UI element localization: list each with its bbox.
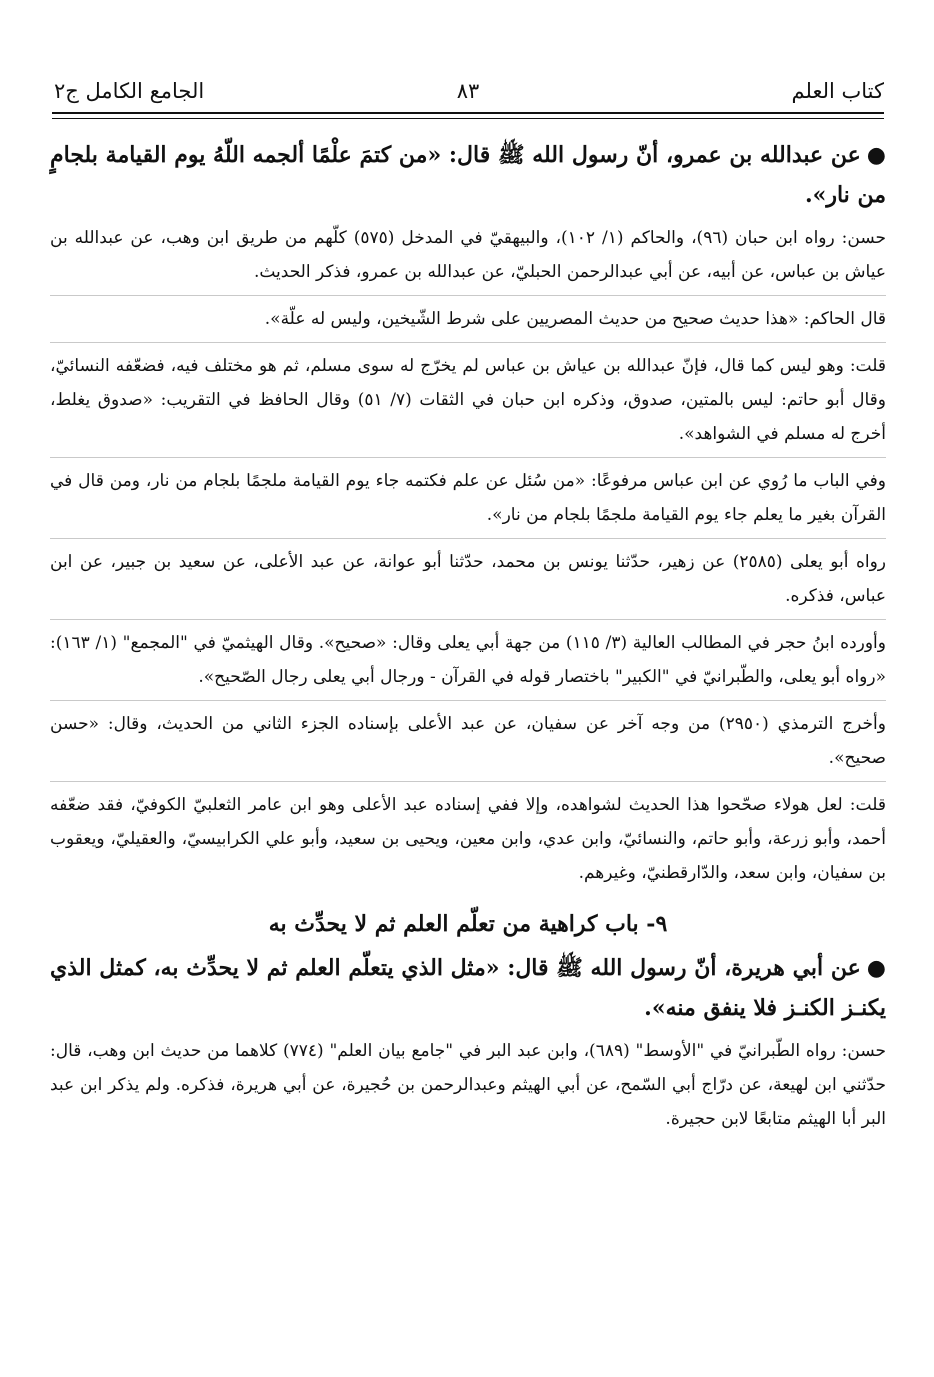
header-rule-thick (52, 112, 884, 114)
note-paragraph: وفي الباب ما رُوي عن ابن عباس مرفوعًا: «من سُئل عن علم فكتمه جاء يوم القيامة ملجمًا بلجام من نار، ومن قال في القرآن بغير ما يعلم جاء يوم القيامة ملجمًا بلجام من نار». (50, 464, 886, 539)
header-rule-thin (52, 118, 884, 119)
page-number: ٨٣ (456, 79, 480, 103)
hadith-1-text: عن عبدالله بن عمرو، أنّ رسول الله ﷺ قال: «من كتمَ علْمًا ألجمه اللّهُ يوم القيامة بلجامٍ من نار». (50, 142, 886, 208)
note-paragraph: رواه أبو يعلى (٢٥٨٥) عن زهير، حدّثنا يونس بن محمد، حدّثنا أبو عوانة، عن عبد الأعلى، عن سعيد بن جبير، عن ابن عباس، فذكره. (50, 545, 886, 620)
hadith-2-text: عن أبي هريرة، أنّ رسول الله ﷺ قال: «مثل الذي يتعلّم العلم ثم لا يحدِّث به، كمثل الذي يكنـز الكنـز فلا ينفق منه». (50, 955, 886, 1021)
note-paragraph: قلت: لعل هولاء صحّحوا هذا الحديث لشواهده، وإلا ففي إسناده عبد الأعلى وهو ابن عامر الثعلبيّ الكوفيّ، فقد ضعّفه أحمد، وأبو زرعة، وأبو حاتم، والنسائيّ، وابن عدي، وابن معين، ويحيى بن سعيد، وأبو علي الكرابيسيّ، والعقيليّ، ويعقوب بن سفيان، وابن سعد، والدّارقطنيّ، وغيرهم. (50, 795, 886, 883)
note-paragraph: قال الحاكم: «هذا حديث صحيح من حديث المصريين على شرط الشّيخين، وليس له علّة». (50, 302, 886, 343)
chapter-heading: ٩- باب كراهية من تعلّم العلم ثم لا يحدِّث به (268, 911, 668, 937)
note-paragraph: حسن: رواه الطّبرانيّ في "الأوسط" (٦٨٩)، وابن عبد البر في "جامع بيان العلم" (٧٧٤) كلاهما من حديث ابن وهب، قال: حدّثني ابن لهيعة، عن درّاج أبي السّمح، عن أبي الهيثم وعبدالرحمن بن حُجيرة، عن أبي هريرة، فذكره. ولم يذكر ابن عبد البر أبا الهيثم متابعًا لابن حجيرة. (50, 1041, 887, 1129)
note-paragraph: وأخرج الترمذي (٢٩٥٠) من وجه آخر عن سفيان، عن عبد الأعلى بإسناده الجزء الثاني من الحديث، وقال: «حسن صحيح». (50, 707, 886, 782)
note-paragraph: قلت: وهو ليس كما قال، فإنّ عبدالله بن عياش بن عباس لم يخرّج له سوى مسلم، ثم هو مختلف فيه، فضعّفه النسائيّ، وقال أبو حاتم: ليس بالمتين، صدوق، وذكره ابن حبان في الثقات (٧/ ٥١) وقال الحافظ في التقريب: «صدوق يغلط، أخرج له مسلم في الشواهد». (50, 349, 886, 458)
hadith-text (50, 135, 886, 215)
bullet-icon: ● (866, 142, 887, 168)
header-volume-title: الجامع الكامل ج٢ (54, 79, 205, 103)
note-paragraph: وأورده ابنُ حجر في المطالب العالية (٣/ ١١٥) من جهة أبي يعلى وقال: «صحيح». وقال الهيثميّ في "المجمع" (١/ ١٦٣): «رواه أبو يعلى، والطّبرانيّ في "الكبير" باختصار قوله في القرآن - ورجال أبي يعلى رجال الصّحيح». (50, 626, 886, 701)
running-header (52, 74, 884, 108)
header-book-title: كتاب العلم (791, 79, 884, 103)
bullet-icon: ● (866, 955, 887, 981)
page-body (50, 135, 886, 1148)
hadith-text (50, 948, 886, 1028)
note-paragraph: حسن: رواه ابن حبان (٩٦)، والحاكم (١/ ١٠٢)، والبيهقيّ في المدخل (٥٧٥) كلّهم من طريق ابن وهب، عن عبدالله بن عياش بن عباس، عن أبيه، عن أبي عبدالرحمن الحبليّ، عن عبدالله بن عمرو، فذكر الحديث. (50, 221, 886, 296)
